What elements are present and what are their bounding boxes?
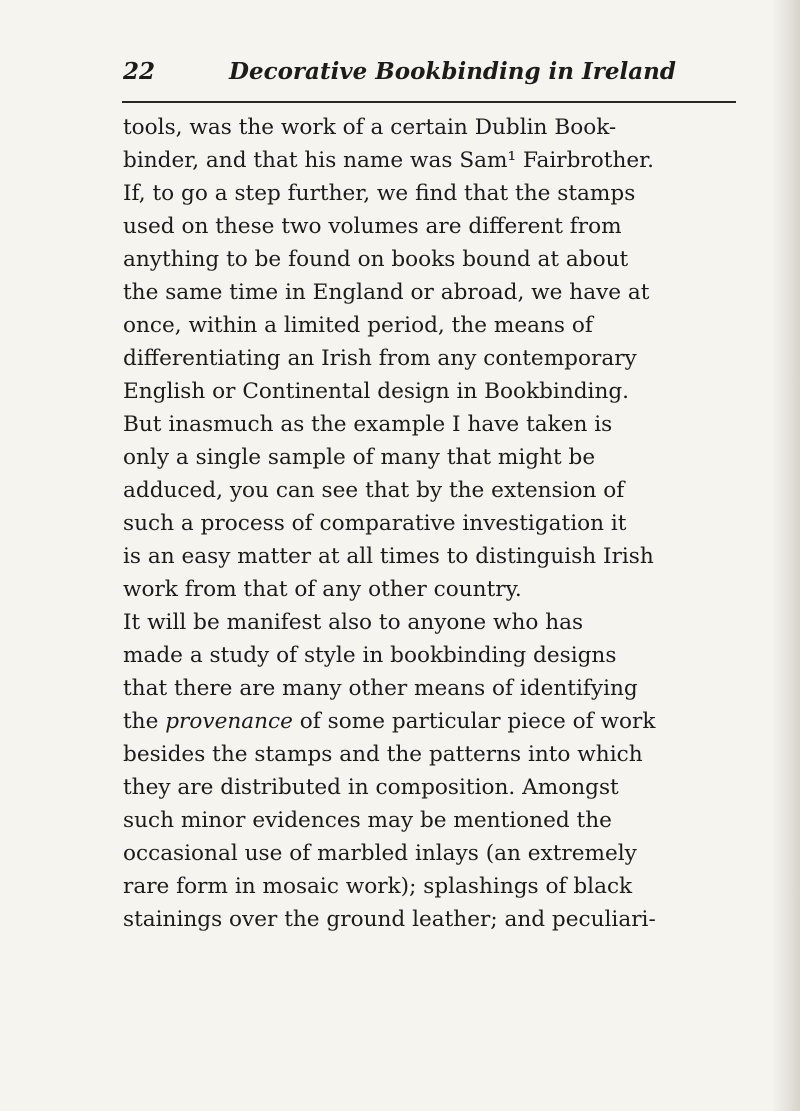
text-line: English or Continental design in Bookbinding. [123, 379, 630, 404]
text-line: is an easy matter at all times to distinguish Irish [123, 544, 654, 569]
text-line: once, within a limited period, the means of [123, 313, 593, 338]
text-line: they are distributed in composition. Amongst [123, 775, 619, 800]
text-line: work from that of any other country. [123, 577, 522, 602]
text-line: If, to go a step further, we find that the stamps [123, 181, 636, 206]
page-edge-shadow [772, 0, 800, 1111]
text-line: such a process of comparative investigation it [123, 511, 627, 536]
text-line: rare form in mosaic work); splashings of black [123, 874, 633, 899]
text-fragment: the [123, 709, 166, 734]
text-line: the same time in England or abroad, we have at [123, 280, 650, 305]
text-line: differentiating an Irish from any contemporary [123, 346, 637, 371]
page-number: 22 [123, 58, 156, 85]
text-line: only a single sample of many that might be [123, 445, 596, 470]
header-rule [122, 101, 736, 103]
italic-term: provenance [165, 709, 293, 734]
text-line: that there are many other means of identifying [123, 676, 638, 701]
text-line: anything to be found on books bound at about [123, 247, 629, 272]
text-line-with-italic [123, 705, 743, 738]
text-fragment: of some particular piece of work [292, 709, 656, 734]
text-line: stainings over the ground leather; and peculiari- [123, 907, 656, 932]
running-head [123, 58, 735, 94]
text-line: It will be manifest also to anyone who has [123, 610, 584, 635]
text-line: besides the stamps and the patterns into which [123, 742, 643, 767]
text-line: used on these two volumes are different from [123, 214, 622, 239]
text-line: occasional use of marbled inlays (an extremely [123, 841, 637, 866]
text-line: But inasmuch as the example I have taken is [123, 412, 613, 437]
body-text [123, 111, 743, 936]
text-line: tools, was the work of a certain Dublin Book- [123, 115, 617, 140]
text-line: adduced, you can see that by the extension of [123, 478, 625, 503]
text-line: binder, and that his name was Sam¹ Fairbrother. [123, 148, 654, 173]
text-line: made a study of style in bookbinding designs [123, 643, 617, 668]
running-title: Decorative Bookbinding in Ireland [229, 58, 676, 85]
text-line: such minor evidences may be mentioned the [123, 808, 612, 833]
